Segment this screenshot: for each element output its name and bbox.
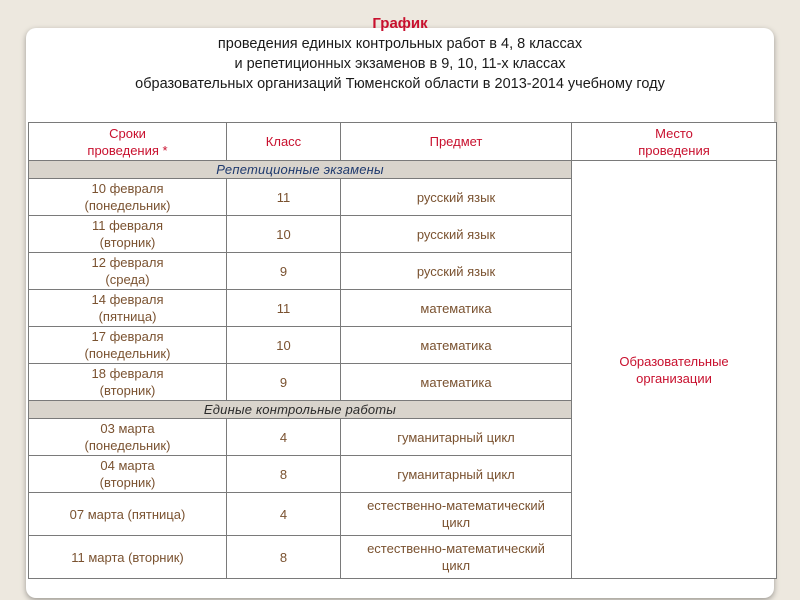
date-cell <box>29 179 227 216</box>
date-cell <box>29 364 227 401</box>
subject-line-2: цикл <box>441 515 471 530</box>
subject-cell: русский язык <box>341 179 572 216</box>
date-cell <box>29 456 227 493</box>
date-cell <box>29 419 227 456</box>
date-line-2: (среда) <box>105 272 150 287</box>
header-dates <box>29 123 227 161</box>
title-line-3: образовательных организаций Тюменской области в 2013-2014 учебному году <box>135 76 665 92</box>
section-title: Единые контрольные работы <box>29 401 572 419</box>
subject-line-1: гуманитарный цикл <box>397 466 515 482</box>
class-cell: 11 <box>227 179 341 216</box>
place-cell <box>572 161 777 579</box>
header-dates-line-1: Сроки <box>109 125 146 141</box>
subject-line-1: гуманитарный цикл <box>397 429 515 445</box>
document-title <box>0 14 800 94</box>
class-cell: 10 <box>227 327 341 364</box>
date-line-1: 04 марта <box>100 458 155 473</box>
subject-cell <box>341 456 572 493</box>
date-line-2: (вторник) <box>99 383 156 398</box>
section-title: Репетиционные экзамены <box>29 161 572 179</box>
date-line-2: (вторник) <box>99 475 156 490</box>
subject-line-1: естественно-математический <box>367 498 545 513</box>
date-line-1: 17 февраля <box>91 329 164 344</box>
header-subject: Предмет <box>341 123 572 161</box>
class-cell: 4 <box>227 419 341 456</box>
date-line-1: 14 февраля <box>91 292 164 307</box>
subject-line-2: цикл <box>441 558 471 573</box>
subject-cell: математика <box>341 290 572 327</box>
class-cell: 10 <box>227 216 341 253</box>
date-cell <box>29 253 227 290</box>
date-line-1: 11 февраля <box>91 218 164 233</box>
header-place <box>572 123 777 161</box>
header-place-line-1: Место <box>655 125 693 141</box>
date-line-2: (понедельник) <box>84 198 171 213</box>
header-place-line-2: проведения <box>638 142 710 158</box>
subject-cell: математика <box>341 327 572 364</box>
date-cell <box>29 536 227 579</box>
subject-cell: математика <box>341 364 572 401</box>
date-line-2: (понедельник) <box>84 438 171 453</box>
subject-cell <box>341 493 572 536</box>
date-line-1: 12 февраля <box>91 255 164 270</box>
place-line-2: организации <box>636 370 712 386</box>
subject-line-1: естественно-математический <box>367 541 545 556</box>
header-dates-line-2: проведения * <box>87 142 168 158</box>
class-cell: 9 <box>227 253 341 290</box>
header-class: Класс <box>227 123 341 161</box>
date-line-2: (вторник) <box>99 235 156 250</box>
subject-cell <box>341 419 572 456</box>
date-cell <box>29 493 227 536</box>
date-line-1: 11 марта (вторник) <box>71 549 184 565</box>
subject-cell: русский язык <box>341 253 572 290</box>
date-line-2: (пятница) <box>98 309 157 324</box>
subject-cell <box>341 536 572 579</box>
date-line-1: 07 марта (пятница) <box>69 506 186 522</box>
date-cell <box>29 327 227 364</box>
title-line-2: и репетиционных экзаменов в 9, 10, 11-х классах <box>234 56 566 72</box>
title-heading: График <box>372 15 428 32</box>
class-cell: 8 <box>227 456 341 493</box>
schedule-table <box>28 122 777 579</box>
section-row <box>29 161 777 179</box>
date-cell <box>29 290 227 327</box>
date-cell <box>29 216 227 253</box>
date-line-1: 03 марта <box>100 421 155 436</box>
date-line-2: (понедельник) <box>84 346 171 361</box>
class-cell: 4 <box>227 493 341 536</box>
date-line-1: 10 февраля <box>91 181 164 196</box>
class-cell: 11 <box>227 290 341 327</box>
title-line-1: проведения единых контрольных работ в 4, 8 классах <box>217 36 583 52</box>
place-line-1: Образовательные <box>619 353 729 369</box>
table-header-row <box>29 123 777 161</box>
date-line-1: 18 февраля <box>91 366 164 381</box>
class-cell: 9 <box>227 364 341 401</box>
subject-cell: русский язык <box>341 216 572 253</box>
class-cell: 8 <box>227 536 341 579</box>
